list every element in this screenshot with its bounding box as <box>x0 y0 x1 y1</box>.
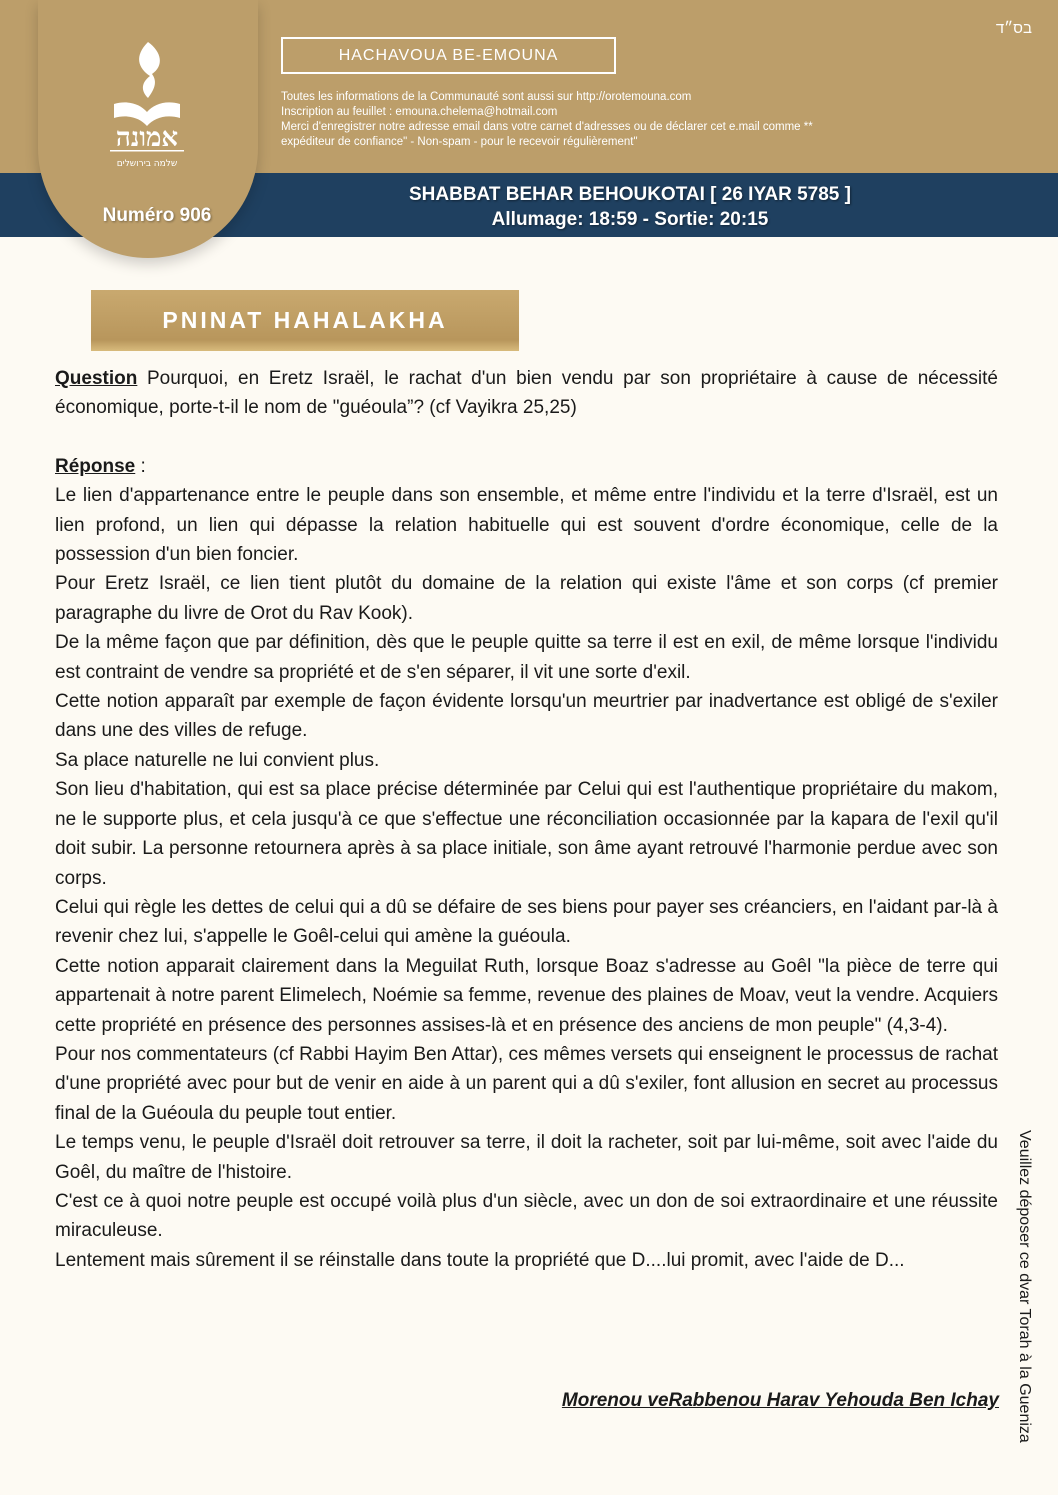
issue-number: Numéro 906 <box>102 205 212 226</box>
bsd-mark: בס״ד <box>995 20 1032 37</box>
info-line: Merci d'enregistrer notre adresse email dans votre carnet d'adresses ou de déclarer cet e.mail comme ** <box>281 121 813 133</box>
question-text: Pourquoi, en Eretz Israël, le rachat d'un bien vendu par son propriétaire à cause de nécessité économique, porte-t-il le nom de "guéoula”? (cf Vayikra 25,25) <box>55 368 998 419</box>
answer-paragraph: Le lien d'appartenance entre le peuple dans son ensemble, et même entre l'individu et la terre d'Israël, est un lien profond, un lien qui dépasse la relation habituelle qui est souvent d'ordre économique, celle de la possession d'un bien foncier. <box>55 485 998 566</box>
shabbat-title: SHABBAT BEHAR BEHOUKOTAI [ 26 IYAR 5785 ] <box>408 184 851 205</box>
article-body <box>55 364 998 1275</box>
author-signature: Morenou veRabbenou Harav Yehouda Ben Ichay <box>561 1390 999 1411</box>
newsletter-title: HACHAVOUA BE-EMOUNA <box>281 37 616 74</box>
shabbat-times: Allumage: 18:59 - Sortie: 20:15 <box>491 209 769 230</box>
answer-paragraph: Cette notion apparaît par exemple de façon évidente lorsqu'un meurtrier par inadvertance est obligé de s'exiler dans une des villes de refuge. <box>55 691 998 742</box>
answer-paragraph: De la même façon que par définition, dès que le peuple quitte sa terre il est en exil, de même lorsque l'individu est contraint de vendre sa propriété et de s'en séparer, il vit une sorte d'exil. <box>55 632 998 683</box>
guenizah-note: Veuillez déposer ce dvar Torah à la Guenizа <box>1016 1130 1033 1443</box>
section-title: PNINAT HAHALAKHA <box>91 290 519 351</box>
answer-label: Réponse <box>55 455 136 477</box>
info-line: Toutes les informations de la Communauté sont aussi sur http://orotemouna.com <box>281 91 692 103</box>
answer-paragraph: Sa place naturelle ne lui convient plus. <box>55 749 380 771</box>
emouna-logo <box>104 38 190 178</box>
logo-hebrew: אמונה <box>115 123 179 153</box>
question-paragraph <box>55 364 998 423</box>
answer-paragraph: C'est ce à quoi notre peuple est occupé voilà plus d'un siècle, avec un don de soi extraordinaire et une réussite miraculeuse. <box>55 1190 998 1242</box>
question-label: Question <box>55 368 138 389</box>
info-block <box>281 90 961 150</box>
answer-heading: Réponse : <box>55 455 146 477</box>
answer-paragraph: Cette notion apparait clairement dans la Meguilat Ruth, lorsque Boaz s'adresse au Goêl "la pièce de terre qui appartenait à notre parent Elimelech, Noémie sa femme, revenue des plaines de Moav, veut la vendre. Acquiers cette propriété en présence des personnes assises-là et en présence des anciens de mon peuple" (4,3-4). <box>55 955 998 1036</box>
answer-paragraph: Lentement mais sûrement il se réinstalle dans toute la propriété que D....lui promit, avec l'aide de D... <box>55 1249 905 1271</box>
info-line: Inscription au feuillet : emouna.chelema@hotmail.com <box>281 106 558 118</box>
answer-paragraph: Pour Eretz Israël, ce lien tient plutôt du domaine de la relation qui existe l'âme et son corps (cf premier paragraphe du livre de Orot du Rav Kook). <box>55 573 998 624</box>
info-line: expéditeur de confiance" - Non-spam - pour le recevoir régulièrement" <box>281 136 638 148</box>
answer-paragraph: Son lieu d'habitation, qui est sa place précise déterminée par Celui qui est l'authentique propriétaire du makom, ne le supporte plus, et cela jusqu'à ce que s'effectue une réconciliation occasionnée par la kapara de l'exil qu'il doit subir. La personne retournera après à sa place initiale, son âme ayant retrouvé l'harmonie perdue avec son corps. <box>55 779 998 889</box>
answer-paragraph: Pour nos commentateurs (cf Rabbi Hayim Ben Attar), ces mêmes versets qui enseignent le processus de rachat d'une propriété avec pour but de venir en aide à un parent qui a dû s'exiler, font allusion en secret au processus final de la Guéoula du peuple tout entier. <box>55 1043 998 1124</box>
logo-subtitle: שלמה בירושלים <box>116 159 178 169</box>
answer-paragraph: Celui qui règle les dettes de celui qui a dû se défaire de ses biens pour payer ses créanciers, en l'aidant par-là à revenir chez lui, s'appelle le Goêl-celui qui amène la guéoula. <box>55 896 998 948</box>
answer-paragraph: Le temps venu, le peuple d'Israël doit retrouver sa terre, il doit la racheter, soit par lui-même, soit avec l'aide du Goêl, du maître de l'histoire. <box>55 1132 998 1183</box>
shabbat-info <box>330 182 930 232</box>
